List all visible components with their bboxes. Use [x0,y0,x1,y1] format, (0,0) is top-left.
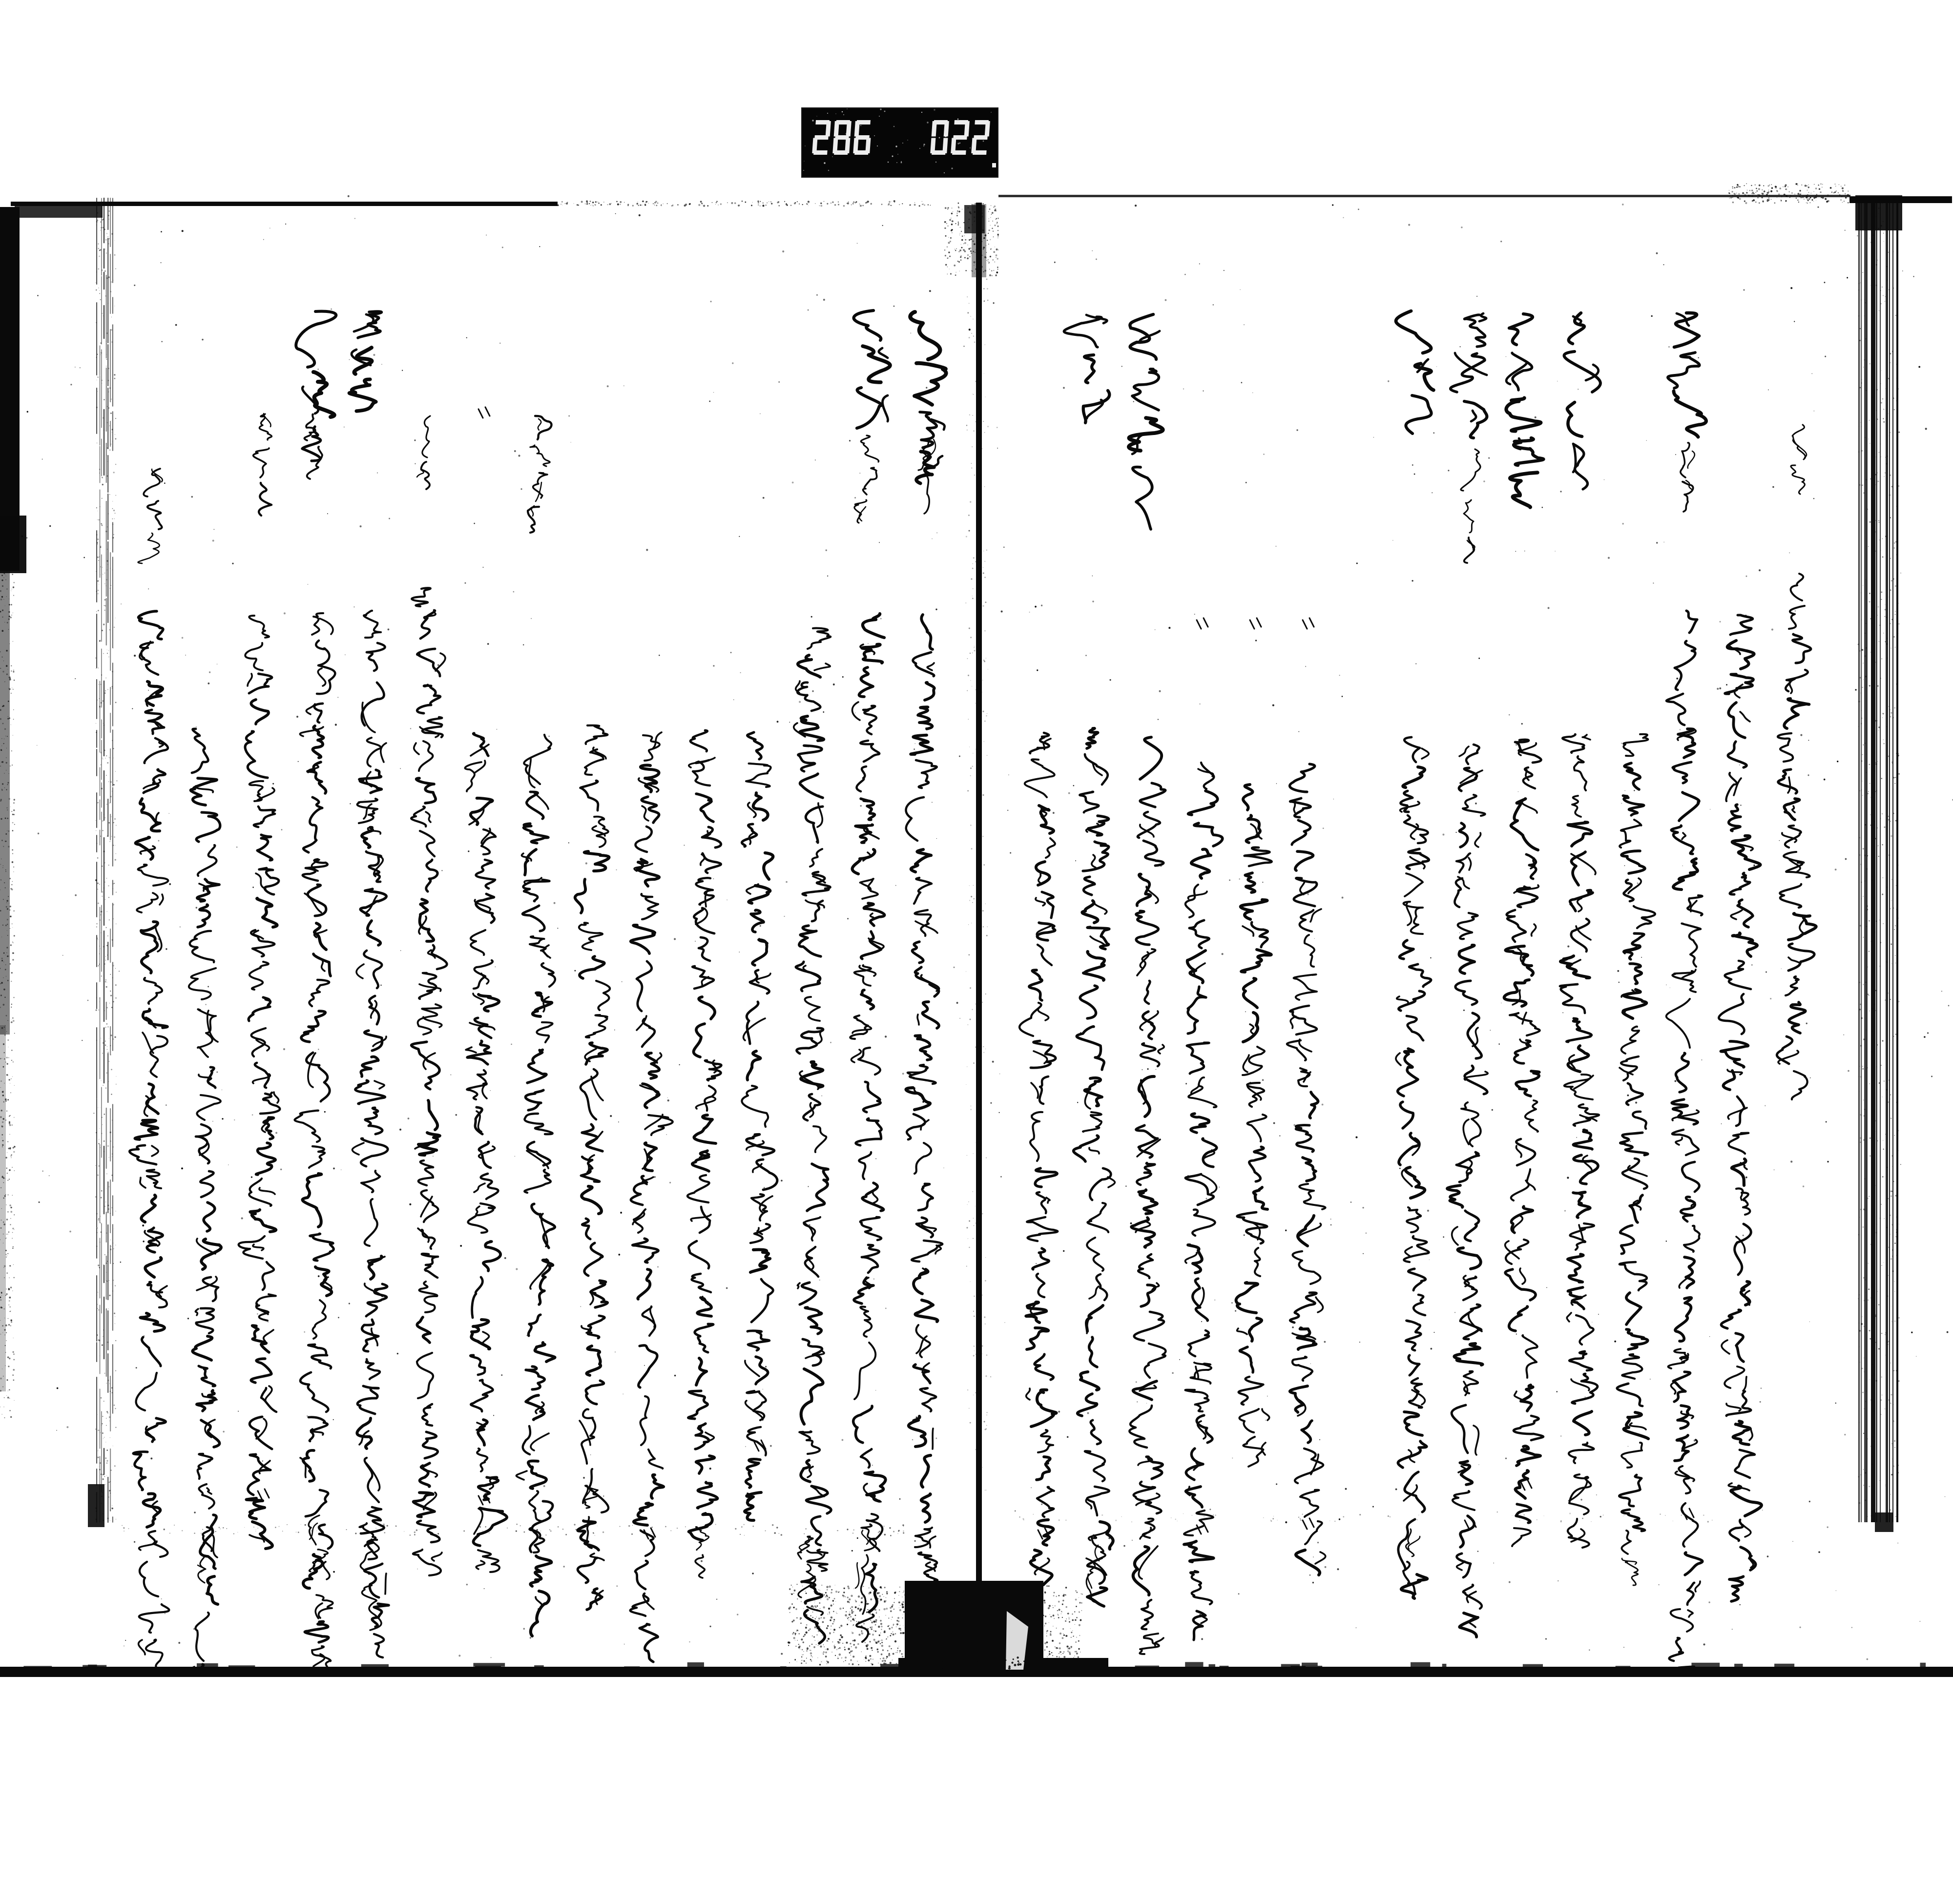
seven-segment-display [802,108,997,177]
frame-counter [802,108,997,177]
